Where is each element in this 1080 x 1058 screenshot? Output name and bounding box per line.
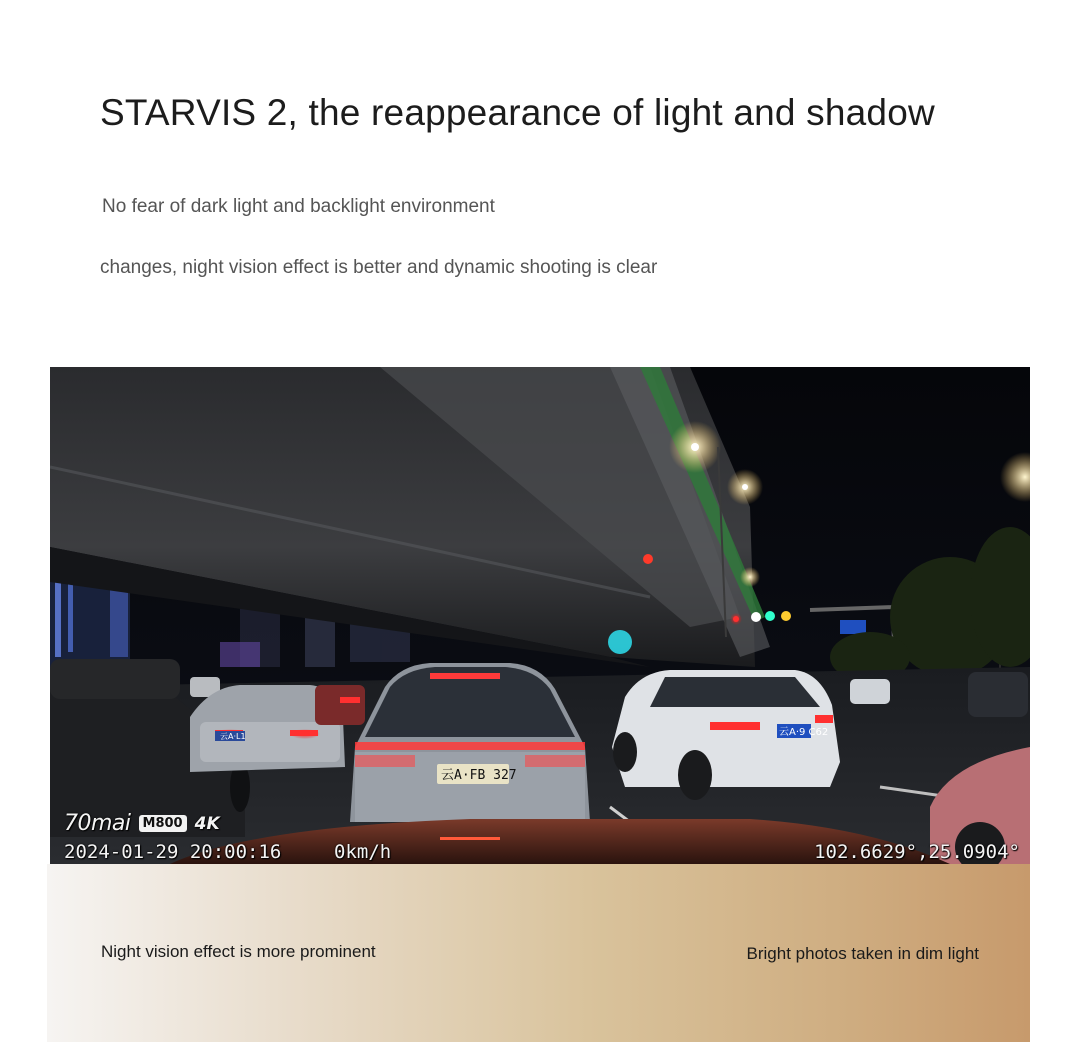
night-traffic-scene — [50, 367, 1030, 864]
white-suv — [612, 670, 840, 800]
brand-logo: 70mai — [64, 811, 131, 836]
osd-brand-row — [64, 811, 220, 836]
osd-gps-coordinates: 102.6629°,25.0904° — [814, 841, 1020, 863]
caption-left: Night vision effect is more prominent — [101, 942, 376, 961]
dashcam-night-photo — [50, 367, 1030, 864]
caption-right: Bright photos taken in dim light — [746, 944, 979, 963]
osd-speed: 0km/h — [334, 841, 392, 863]
subtitle-line-1: No fear of dark light and backlight environment — [102, 196, 495, 217]
right-suv-plate: 云A·9 C62 — [779, 727, 829, 738]
center-car-plate: 云A·FB 327 — [441, 768, 517, 783]
subtitle-line-2: changes, night vision effect is better and dynamic shooting is clear — [100, 257, 658, 278]
model-badge: M800 — [139, 815, 187, 832]
page-headline: STARVIS 2, the reappearance of light and shadow — [100, 92, 935, 133]
caption-band — [47, 864, 1030, 1042]
resolution-label: 4K — [194, 813, 220, 834]
osd-datetime: 2024-01-29 20:00:16 — [64, 841, 282, 863]
left-sedan-plate: 云A·L1 — [220, 732, 246, 741]
